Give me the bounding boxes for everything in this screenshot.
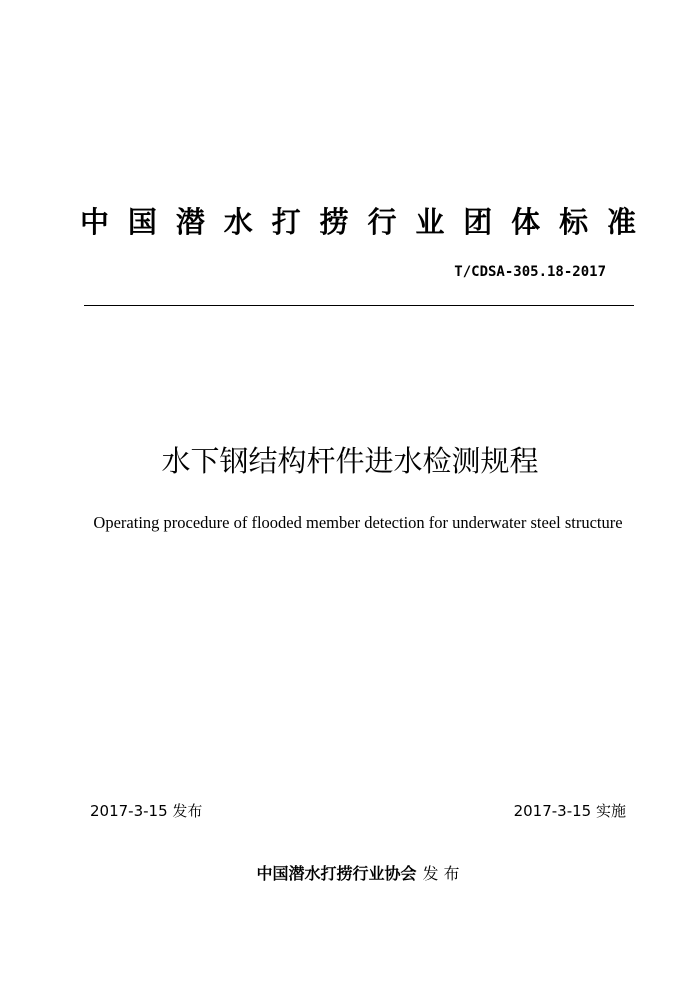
series-title-char: 潜 xyxy=(175,205,205,239)
publisher-organization: 中国潜水打捞行业协会 xyxy=(256,864,417,883)
series-title-char: 准 xyxy=(606,205,636,239)
series-title-char: 中 xyxy=(80,205,110,239)
header-divider xyxy=(84,305,634,306)
series-title-char: 捞 xyxy=(319,205,349,239)
publisher-line xyxy=(0,862,700,886)
series-title-char: 水 xyxy=(223,205,253,239)
series-title-char: 行 xyxy=(367,205,397,239)
publisher-action: 发 布 xyxy=(422,864,460,883)
series-title-char: 国 xyxy=(127,205,157,239)
implementation-date: 2017-3-15 实施 xyxy=(513,802,626,820)
document-title-chinese: 水下钢结构杆件进水检测规程 xyxy=(161,444,539,478)
series-title-char: 团 xyxy=(463,205,493,239)
series-title-char: 打 xyxy=(271,205,301,239)
document-title-english: Operating procedure of flooded member detection for underwater steel structure xyxy=(93,513,623,532)
series-title-char: 业 xyxy=(415,205,445,239)
series-title-char: 标 xyxy=(559,205,589,239)
standard-number: T/CDSA-305.18-2017 xyxy=(454,264,606,280)
series-title-char: 体 xyxy=(511,205,541,239)
standard-series-title xyxy=(80,198,636,246)
publish-date: 2017-3-15 发布 xyxy=(90,802,203,820)
